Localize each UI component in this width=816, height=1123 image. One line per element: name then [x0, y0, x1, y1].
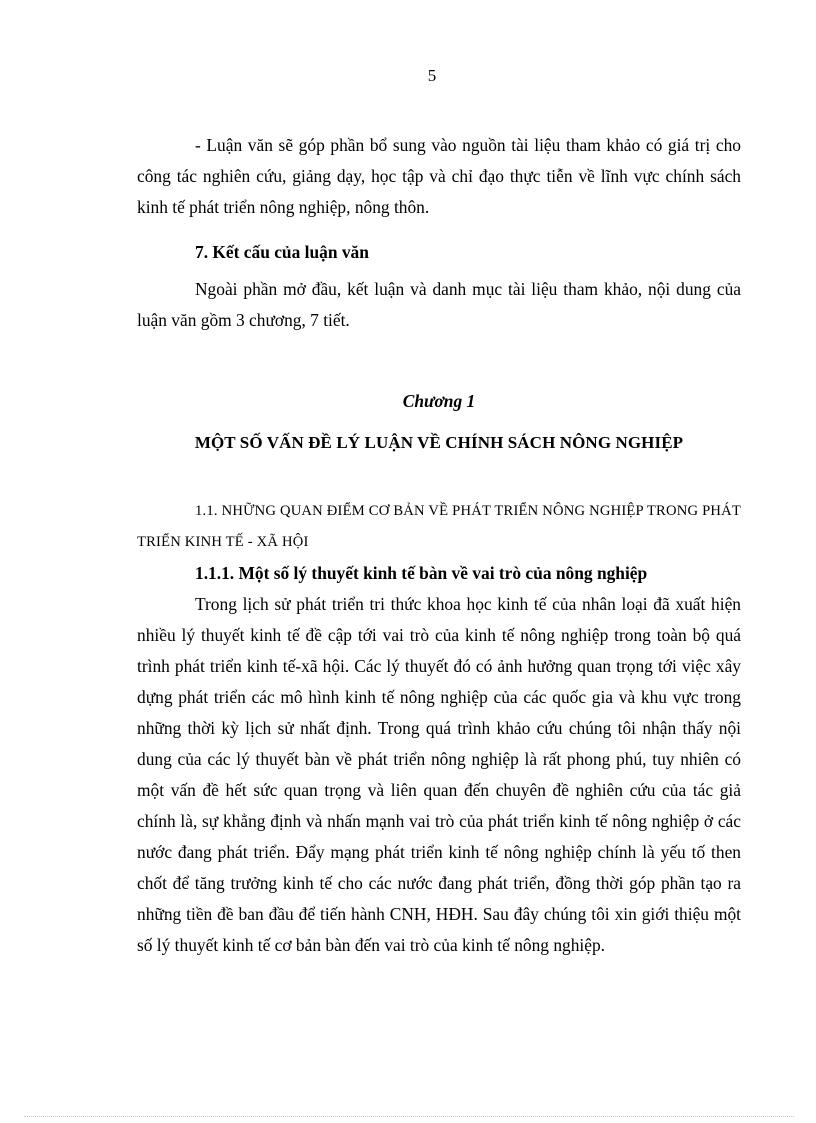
subsubsection-heading: 1.1.1. Một số lý thuyết kinh tế bàn về vai trò của nông nghiệp — [195, 563, 648, 583]
footer-divider — [24, 1116, 794, 1117]
chapter-title: MỘT SỐ VẤN ĐỀ LÝ LUẬN VỀ CHÍNH SÁCH NÔNG NGHIỆP — [194, 433, 684, 452]
chapter-label: Chương 1 — [402, 391, 476, 411]
subsection-paragraph: Trong lịch sử phát triển tri thức khoa học kinh tế của nhân loại đã xuất hiện nhiều lý thuyết kinh tế đề cập tới vai trò của kinh tế nông nghiệp trong toàn bộ quá trình phát triển kinh tế-xã hội. Các lý thuyết đó có ảnh hưởng quan trọng tới việc xây dựng phát triển các mô hình kinh tế nông nghiệp của các quốc gia và khu vực trong những thời kỳ lịch sử nhất định. Trong quá trình khảo cứu chúng tôi nhận thấy nội dung của các lý thuyết bàn về phát triển nông nghiệp là rất phong phú, tuy nhiên có một vấn đề hết sức quan trọng và liên quan đến chuyên đề nghiên cứu của tác giả chính là, sự khẳng định và nhấn mạnh vai trò của phát triển kinh tế nông nghiệp ở các nước đang phát triển. Đẩy mạng phát triển kinh tế nông nghiệp chính là yếu tố then chốt để tăng trưởng kinh tế cho các nước đang phát triển, đồng thời góp phần tạo ra những tiền đề ban đầu để tiến hành CNH, HĐH. Sau đây chúng tôi xin giới thiệu một số lý thuyết kinh tế cơ bản bàn đến vai trò của kinh tế nông nghiệp. — [137, 594, 741, 955]
section-7-heading: 7. Kết cấu của luận văn — [195, 242, 369, 262]
page-content — [137, 130, 741, 961]
section-7-paragraph: Ngoài phần mở đầu, kết luận và danh mục tài liệu tham khảo, nội dung của luận văn gồm 3 chương, 7 tiết. — [137, 279, 741, 330]
page-number: 5 — [427, 66, 437, 85]
intro-paragraph: - Luận văn sẽ góp phần bổ sung vào nguồn tài liệu tham khảo có giá trị cho công tác nghiên cứu, giảng dạy, học tập và chỉ đạo thực tiễn về lĩnh vực chính sách kinh tế phát triển nông nghiệp, nông thôn. — [137, 135, 741, 217]
subsection-heading: 1.1. NHỮNG QUAN ĐIỂM CƠ BẢN VỀ PHÁT TRIỂN NÔNG NGHIỆP TRONG PHÁT TRIỂN KINH TẾ - XÃ HỘI — [137, 503, 741, 550]
